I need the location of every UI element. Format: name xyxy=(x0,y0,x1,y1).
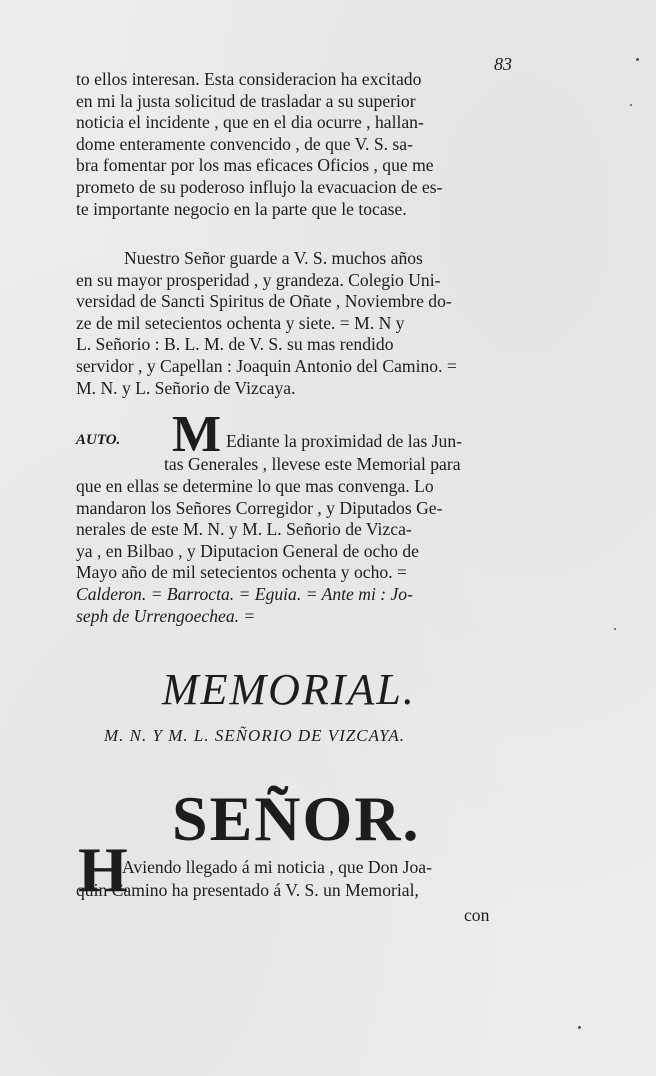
paragraph-closing xyxy=(76,248,514,399)
text-line: M. N. y L. Señorio de Vizcaya. xyxy=(76,377,296,398)
memorial-title: MEMORIAL. xyxy=(162,665,416,714)
paper-speck xyxy=(614,628,616,630)
text-line: Nuestro Señor guarde a V. S. muchos años xyxy=(124,248,423,268)
text-line: ze de mil setecientos ochenta y siete. = M. N y xyxy=(76,312,405,333)
text-line: nerales de este M. N. y M. L. Señorio de Vizca- xyxy=(76,519,412,540)
text-line: bra fomentar por los mas eficaces Oficios , que me xyxy=(76,155,434,176)
page-number: 83 xyxy=(494,54,512,74)
text-line: Mayo año de mil setecientos ochenta y ocho. = xyxy=(76,562,407,583)
auto-body xyxy=(76,476,514,627)
paper-speck xyxy=(636,58,639,61)
drop-cap: M xyxy=(172,406,222,463)
text-line: servidor , y Capellan : Joaquin Antonio del Camino. = xyxy=(76,355,457,376)
auto-label: AUTO. xyxy=(76,432,121,448)
text-line: en su mayor prosperidad , y grandeza. Colegio Uni- xyxy=(76,269,441,290)
text-line: ya , en Bilbao , y Diputacion General de ocho de xyxy=(76,540,419,561)
catchword: con xyxy=(464,905,490,925)
paper-speck xyxy=(630,104,632,106)
text-line: tas Generales , llevese este Memorial para xyxy=(164,454,461,474)
text-line: seph de Urrengoechea. = xyxy=(76,605,256,626)
paragraph-continuation xyxy=(76,69,514,220)
memorial-subtitle: M. N. Y M. L. SEÑORIO DE VIZCAYA. xyxy=(104,726,405,745)
text-line: L. Señorio : B. L. M. de V. S. su mas rendido xyxy=(76,334,394,355)
text-line: Calderon. = Barrocta. = Eguia. = Ante mi : Jo- xyxy=(76,583,413,604)
salutation: SEÑOR. xyxy=(172,783,421,854)
text-line: dome enteramente convencido , de que V. S. sa- xyxy=(76,133,413,154)
text-line: prometo de su poderoso influjo la evacuacion de es- xyxy=(76,176,443,197)
text-line: quin Camino ha presentado á V. S. un Memorial, xyxy=(76,880,419,900)
text-line: en mi la justa solicitud de trasladar a su superior xyxy=(76,90,416,111)
text-line: noticia el incidente , que en el dia ocurre , hallan- xyxy=(76,112,424,133)
drop-cap: H xyxy=(78,834,128,905)
text-line: Ediante la proximidad de las Jun- xyxy=(226,431,462,451)
text-line: Aviendo llegado á mi noticia , que Don Joa- xyxy=(122,857,432,877)
text-line: to ellos interesan. Esta consideracion ha excitado xyxy=(76,69,422,89)
text-line: te importante negocio en la parte que le tocase. xyxy=(76,198,407,219)
text-line: mandaron los Señores Corregidor , y Diputados Ge- xyxy=(76,497,443,518)
paper-speck xyxy=(578,1026,581,1029)
text-line: versidad de Sancti Spiritus de Oñate , Noviembre do- xyxy=(76,291,452,312)
text-line: que en ellas se determine lo que mas convenga. Lo xyxy=(76,476,434,496)
